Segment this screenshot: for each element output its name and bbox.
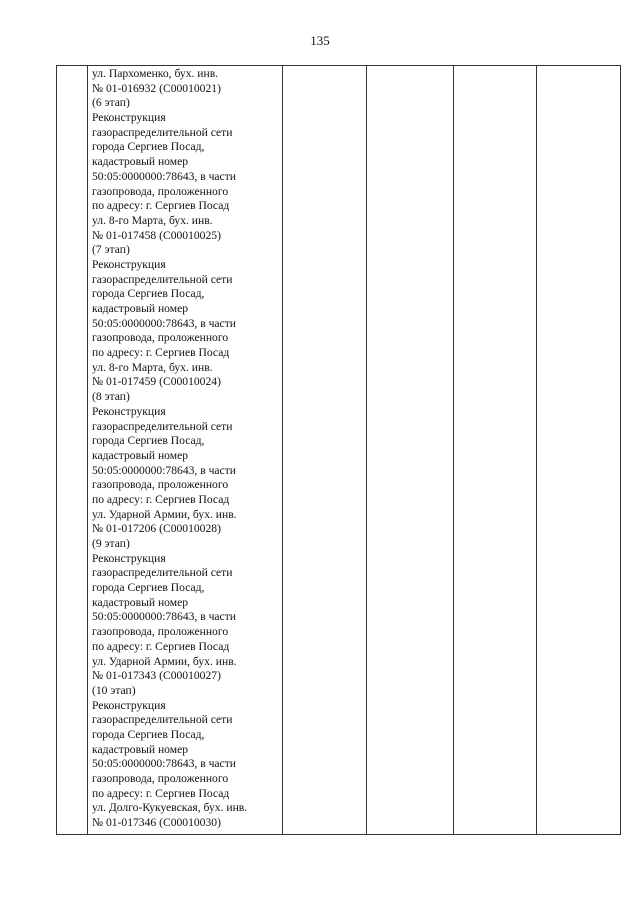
description-line: ул. 8-го Марта, бух. инв. bbox=[92, 213, 213, 227]
description-line: Реконструкция bbox=[92, 111, 166, 125]
description-line: (6 этап) bbox=[92, 96, 130, 110]
table-row bbox=[57, 66, 621, 835]
description-line: по адресу: г. Сергиев Посад bbox=[92, 199, 230, 213]
description-line: кадастровый номер bbox=[92, 448, 189, 462]
description-line: 50:05:0000000:78643, в части bbox=[92, 610, 236, 624]
description-line: Реконструкция bbox=[92, 404, 166, 418]
description-line: кадастровый номер bbox=[92, 302, 189, 315]
description-line: газопровода, проложенного bbox=[92, 478, 229, 492]
description-line: № 01-017458 (C00010025) bbox=[92, 228, 221, 242]
description-line: 50:05:0000000:78643, в части bbox=[92, 316, 236, 330]
description-line: № 01-017206 (C00010028) bbox=[92, 522, 221, 536]
page-number: 135 bbox=[310, 33, 330, 48]
cell-column-6 bbox=[537, 66, 621, 835]
description-line: газораспределительной сети bbox=[92, 713, 233, 727]
cell-description bbox=[88, 66, 283, 835]
description-line: кадастровый номер bbox=[92, 595, 189, 609]
description-line: № 01-016932 (C00010021) bbox=[92, 81, 221, 95]
description-line: ул. 8-го Марта, бух. инв. bbox=[92, 360, 213, 374]
description-line: № 01-017346 (C00010030) bbox=[92, 816, 221, 830]
description-line: 50:05:0000000:78643, в части bbox=[92, 169, 236, 183]
description-line: по адресу: г. Сергиев Посад bbox=[92, 346, 230, 360]
description-line: газопровода, проложенного bbox=[92, 184, 229, 198]
description-line: ул. Ударной Армии, бух. инв. bbox=[92, 507, 237, 521]
description-line: кадастровый номер bbox=[92, 155, 189, 169]
description-line: по адресу: г. Сергиев Посад bbox=[92, 492, 230, 506]
description-line: (10 этап) bbox=[92, 683, 136, 697]
description-line: (8 этап) bbox=[92, 390, 130, 404]
cell-index bbox=[57, 66, 88, 835]
description-line: 50:05:0000000:78643, в части bbox=[92, 463, 236, 477]
cell-column-5 bbox=[454, 66, 537, 835]
document-table bbox=[56, 65, 621, 835]
description-line: города Сергиев Посад, bbox=[92, 140, 205, 154]
description-line: газораспределительной сети bbox=[92, 125, 233, 139]
description-line: № 01-017459 (C00010024) bbox=[92, 375, 221, 389]
cell-column-3 bbox=[283, 66, 367, 835]
description-line: 50:05:0000000:78643, в части bbox=[92, 757, 236, 771]
cell-column-4 bbox=[367, 66, 454, 835]
description-text bbox=[92, 67, 282, 831]
description-line: № 01-017343 (C00010027) bbox=[92, 669, 221, 683]
description-line: кадастровый номер bbox=[92, 742, 189, 756]
description-line: по адресу: г. Сергиев Посад bbox=[92, 786, 230, 800]
description-line: Реконструкция bbox=[92, 257, 166, 271]
description-line: газопровода, проложенного bbox=[92, 772, 229, 785]
description-line: города Сергиев Посад, bbox=[92, 581, 205, 595]
description-line: газораспределительной сети bbox=[92, 419, 233, 433]
description-line: ул. Ударной Армии, бух. инв. bbox=[92, 654, 237, 668]
description-line: газораспределительной сети bbox=[92, 566, 233, 580]
description-line: газопровода, проложенного bbox=[92, 625, 229, 639]
description-line: города Сергиев Посад, bbox=[92, 727, 205, 741]
description-line: города Сергиев Посад, bbox=[92, 287, 205, 301]
description-line: города Сергиев Посад, bbox=[92, 434, 205, 448]
description-line: по адресу: г. Сергиев Посад bbox=[92, 639, 230, 653]
description-line: Реконструкция bbox=[92, 698, 166, 712]
description-line: газопровода, проложенного bbox=[92, 331, 229, 345]
description-line: ул. Долго-Кукуевская, бух. инв. bbox=[92, 801, 248, 815]
description-line: (9 этап) bbox=[92, 537, 130, 550]
description-line: газораспределительной сети bbox=[92, 272, 233, 286]
description-line: ул. Пархоменко, бух. инв. bbox=[92, 67, 219, 80]
description-line: Реконструкция bbox=[92, 551, 166, 565]
description-line: (7 этап) bbox=[92, 243, 130, 257]
